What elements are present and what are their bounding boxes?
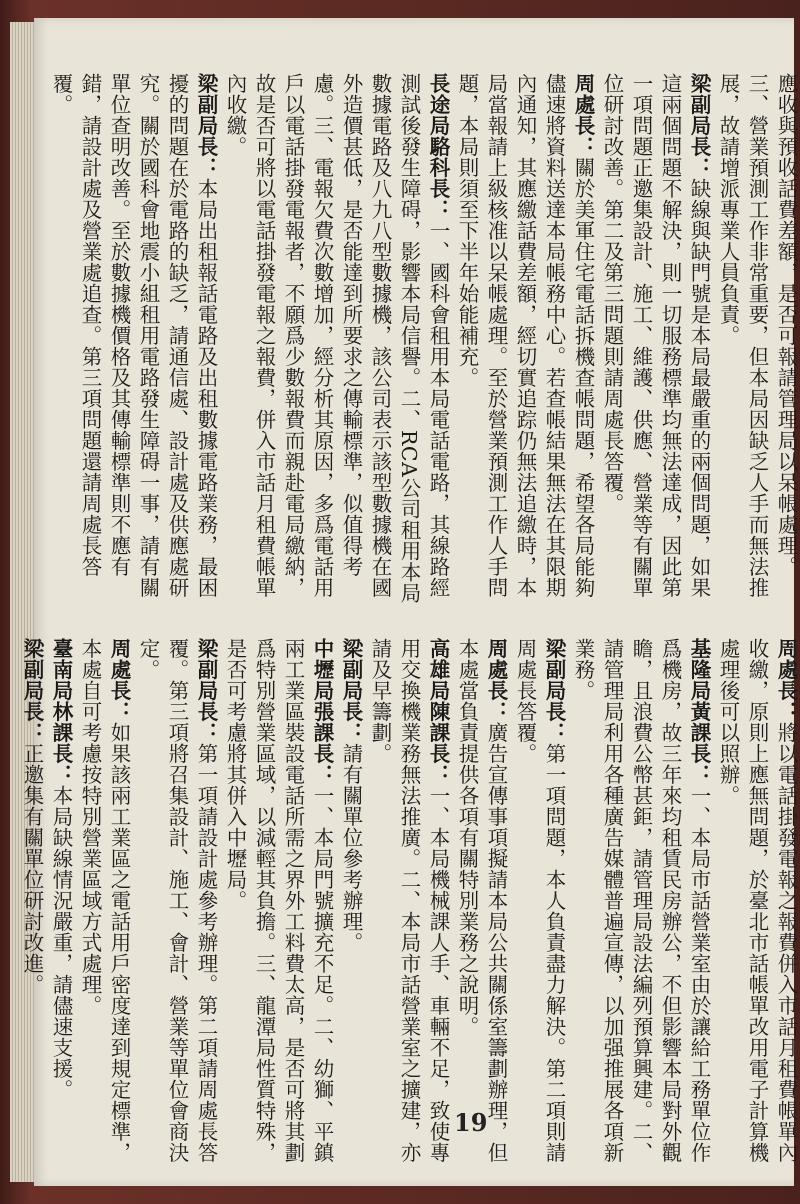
paragraph: 基隆局黃課長：一、本局市話營業室由於讓給工務單位作爲機房，故三年來均租賃民房辦公，不但影響本局對外觀瞻，且浪費公幣甚鉅，請管理局設法編列預算興建。二、請管理局利用各種廣告媒體普遍宣傳，以加强推展各項新業務。 [571,638,711,1163]
paragraph: 長途局駱科長：一、國科會租用本局電話電路，其線路經測試後發生障碍，影響本局信譽。二、RCA公司租用本局數據電路及八九八型數據機，該公司表示該型數據機在國外造價甚低，是否能達到所要求之傳輸標準，似值得考慮。三、電報欠費次數增加，經分析其原因，多爲電話用戶以電話掛發電報者，不願爲少數報費而親赴電局繳納，故是否可將以電話掛發電報之報費，併入市話月租費帳單內收繳。 [223,73,450,604]
paragraph: 周處長：如果該兩工業區之電話用戶密度達到規定標準，本處自可考慮按特別營業區域方式處理。 [78,638,131,1163]
paragraph: 臺南局林課長：本局缺線情況嚴重，請儘速支援。 [49,638,73,1100]
page-number: 19 [454,1108,488,1137]
lower-text-column [20,638,800,1168]
upper-text-column [49,73,800,613]
paragraph: 梁副局長：第一項問題，本人負責盡力解決。第二項則請周處長答覆。 [513,638,566,1163]
paragraph: 周處長：關於美軍住宅電話拆機查帳問題，希望各局能夠儘速將資料送達本局帳務中心。若查帳結果無法在其限期內通知，其應繳話費差額，經切實追踪仍無法追繳時，本局當報請上級核准以呆帳處理。至於營業預測工作人手問題，本局則須至下半年始能補充。 [455,73,595,598]
paragraph: 中壢局張課長：一、本局門號擴充不足。二、幼獅、平鎮兩工業區裝設電話所需之界外工料費太高，是否可將其劃爲特別營業區域，以減輕其負擔。三、龍潭局性質特殊，是否可考慮將其併入中壢局。 [223,638,334,1163]
paragraph: 周處長：廣告宣傳事項擬請本局公共關係室籌劃辦理，但本處當負責提供各項有關特別業務之說明。 [455,638,508,1163]
book-page [20,18,798,1186]
paragraph: 梁副局長：正邀集有關單位研討改進。 [20,638,44,995]
paragraph: 應收與預收話費差額，是否可報請管理局以呆帳處理。三、營業預測工作非常重要，但本局因缺乏人手而無法推展，故請增派專業人員負責。 [716,73,798,598]
paragraph: 梁副局長：本局出租報話電路及出租數據電路業務，最困擾的問題在於電路的缺乏，請通信處、設計處及供應處研究。關於國科會地震小組租用電路發生障碍一事，請有關單位查明改善。至於數據機價格及其傳輸標準則不應有錯，請設計處及營業處追查。第三項問題還請周處長答覆。 [49,73,218,598]
paragraph: 周處長：將以電話掛發電報之報費併入市話月租費帳單內收繳，原則上應無問題，於臺北市話帳單改用電子計算機處理後可以照辦。 [716,638,798,1163]
paragraph: 高雄局陳課長：一、本局機械課人手、車輛不足，致使專用交換機業務無法推廣。二、本局市話營業室之擴建，亦請及早籌劃。 [368,638,450,1163]
paragraph: 梁副局長：缺線與缺門號是本局最嚴重的兩個問題，如果這兩個問題不解決，則一切服務標準均無法達成，因此第一項問題正邀集設計、施工、維護、供應、營業等有關單位研討改善。第二及第三問題則請周處長答覆。 [600,73,711,598]
paragraph: 梁副局長：請有關單位參考辦理。 [339,638,363,953]
paragraph: 梁副局長：第一項請設計處參考辦理。第二項請周處長答覆。第三項將召集設計、施工、會計、營業等單位會商決定。 [136,638,218,1163]
